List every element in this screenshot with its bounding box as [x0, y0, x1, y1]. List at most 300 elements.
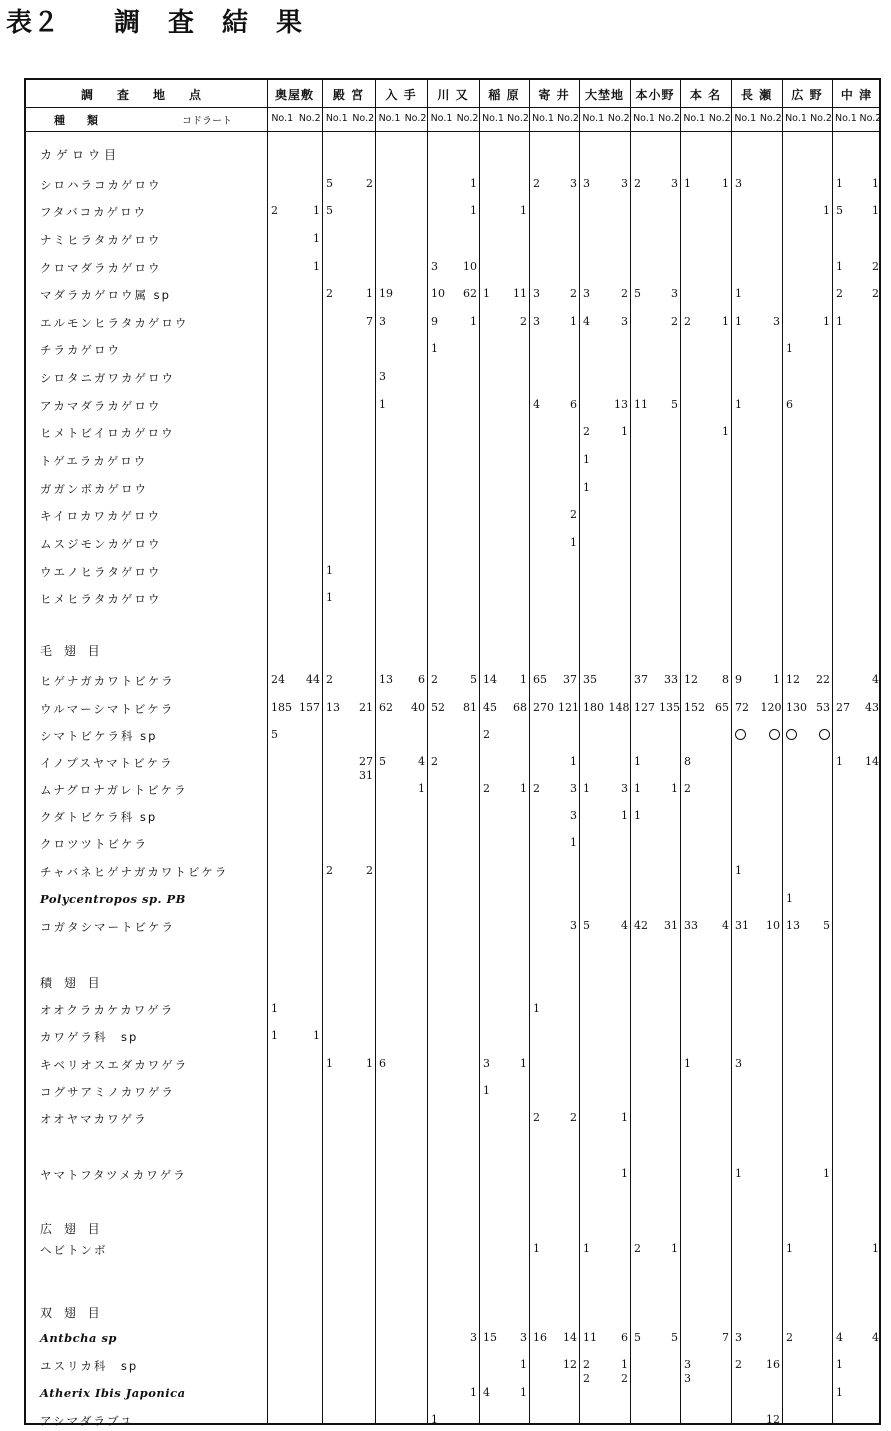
quadrat-label: No.1: [378, 113, 401, 124]
count-cell: 1: [570, 536, 577, 549]
count-cell: 14: [865, 755, 879, 768]
count-cell: 1: [621, 1358, 628, 1371]
count-cell: 1: [313, 232, 320, 245]
species-name: シロハラコカゲロウ: [40, 178, 162, 192]
count-cell: 7: [366, 315, 373, 328]
circle-mark-icon: [786, 729, 797, 740]
count-cell: 2: [431, 755, 438, 768]
count-cell: 72: [735, 701, 749, 714]
count-cell: 37: [634, 673, 648, 686]
count-cell: 1: [570, 315, 577, 328]
count-cell: 130: [786, 701, 807, 714]
count-cell: 3: [379, 370, 386, 383]
count-cell: 3: [570, 919, 577, 932]
count-cell: 152: [684, 701, 705, 714]
count-cell: 12: [684, 673, 698, 686]
count-cell: 1: [735, 315, 742, 328]
species-name: キイロカワカゲロウ: [40, 509, 162, 523]
species-name: ウルマーシマトビケラ: [40, 702, 175, 716]
count-cell: 1: [470, 1386, 477, 1399]
count-cell: 1: [326, 564, 333, 577]
count-cell: 2: [684, 782, 691, 795]
count-cell: 10: [766, 919, 780, 932]
presence-circle: [735, 728, 755, 742]
count-cell: 6: [379, 1057, 386, 1070]
count-cell: 37: [563, 673, 577, 686]
count-cell: 2: [735, 1358, 742, 1371]
count-cell: 2: [570, 1111, 577, 1124]
count-cell: 12: [786, 673, 800, 686]
count-cell: 157: [299, 701, 320, 714]
species-name: クダトビケラ科 sp: [40, 810, 158, 824]
count-cell: 2: [520, 315, 527, 328]
species-name: オオヤマカワゲラ: [40, 1112, 148, 1126]
quadrat-label: No.2: [456, 113, 479, 124]
column-divider: [579, 80, 580, 1423]
order-heading: 毛 翅 目: [40, 644, 104, 658]
column-divider: [680, 80, 681, 1423]
count-cell: 13: [326, 701, 340, 714]
count-cell: 5: [671, 398, 678, 411]
count-cell: 1: [836, 177, 843, 190]
species-name: ヒメトビイロカゲロウ: [40, 426, 175, 440]
count-cell: 14: [563, 1331, 577, 1344]
count-cell: 11: [513, 287, 527, 300]
count-cell: 45: [483, 701, 497, 714]
count-cell: 40: [411, 701, 425, 714]
count-cell: 1: [823, 204, 830, 217]
site-name: 奥屋敷: [274, 88, 314, 102]
count-cell: 2: [533, 177, 540, 190]
count-cell: 135: [659, 701, 680, 714]
species-name: Antbcha sp: [40, 1331, 117, 1345]
count-cell: 3: [583, 177, 590, 190]
count-cell: 16: [766, 1358, 780, 1371]
count-cell: 43: [865, 701, 879, 714]
count-cell: 15: [483, 1331, 497, 1344]
species-name: ヒゲナガカワトビケラ: [40, 674, 175, 688]
count-cell: 4: [483, 1386, 490, 1399]
count-cell: 1: [836, 1358, 843, 1371]
quadrat-label: No.1: [683, 113, 706, 124]
count-cell: 1: [735, 864, 742, 877]
quadrat-label: No.1: [835, 113, 857, 124]
count-cell: 2: [326, 864, 333, 877]
count-cell: 8: [684, 755, 691, 768]
species-name: オオクラカケカワゲラ: [40, 1003, 175, 1017]
count-cell: 62: [379, 701, 393, 714]
count-cell: 1: [313, 1029, 320, 1042]
count-cell: 1: [313, 260, 320, 273]
quadrat-label: No.1: [482, 113, 504, 124]
count-cell: 1: [735, 398, 742, 411]
species-name: クロツツトビケラ: [40, 837, 148, 851]
species-name: クロマダラカゲロウ: [40, 261, 162, 275]
presence-circle: [811, 728, 830, 742]
column-divider: [322, 80, 323, 1423]
count-cell: 6: [621, 1331, 628, 1344]
count-cell: 1: [836, 755, 843, 768]
count-cell: 1: [583, 481, 590, 494]
count-cell: 3: [684, 1372, 691, 1385]
count-cell: 1: [379, 398, 386, 411]
quadrat-label: No.2: [759, 113, 782, 124]
count-cell: 1: [836, 315, 843, 328]
count-cell: 16: [533, 1331, 547, 1344]
count-cell: 1: [671, 1242, 678, 1255]
count-cell: 10: [463, 260, 477, 273]
count-cell: 1: [583, 453, 590, 466]
quadrat-label: No.1: [633, 113, 655, 124]
site-name: 中 津: [840, 88, 873, 102]
order-heading: 広 翅 目: [40, 1222, 104, 1236]
species-name: シマトビケラ科 sp: [40, 729, 158, 743]
order-heading: カゲロウ目: [40, 148, 121, 162]
count-cell: 62: [463, 287, 477, 300]
count-cell: 31: [359, 769, 373, 782]
count-cell: 3: [483, 1057, 490, 1070]
column-divider: [375, 80, 376, 1423]
count-cell: 11: [634, 398, 648, 411]
count-cell: 11: [583, 1331, 597, 1344]
count-cell: 1: [520, 204, 527, 217]
quadrat-label: No.2: [404, 113, 427, 124]
count-cell: 1: [431, 342, 438, 355]
count-cell: 1: [735, 1167, 742, 1180]
count-cell: 2: [483, 728, 490, 741]
presence-circle: [761, 728, 781, 742]
count-cell: 53: [816, 701, 830, 714]
count-cell: 3: [735, 1331, 742, 1344]
quadrat-label: No.2: [557, 113, 579, 124]
subheader-divider: [26, 131, 879, 132]
count-cell: 4: [621, 919, 628, 932]
circle-mark-icon: [769, 729, 780, 740]
count-cell: 2: [570, 508, 577, 521]
quadrat-label: No.2: [607, 113, 630, 124]
count-cell: 121: [558, 701, 579, 714]
count-cell: 21: [359, 701, 373, 714]
count-cell: 13: [614, 398, 628, 411]
count-cell: 2: [326, 673, 333, 686]
count-cell: 2: [872, 287, 879, 300]
species-name: ヘビトンボ: [40, 1243, 108, 1257]
count-cell: 5: [634, 1331, 641, 1344]
count-cell: 1: [326, 1057, 333, 1070]
count-cell: 2: [684, 315, 691, 328]
count-cell: 1: [366, 287, 373, 300]
count-cell: 19: [379, 287, 393, 300]
quadrat-label: No.1: [785, 113, 807, 124]
count-cell: 6: [786, 398, 793, 411]
count-cell: 3: [379, 315, 386, 328]
species-name: ウエノヒラタゲロウ: [40, 565, 162, 579]
species-name: チラカゲロウ: [40, 343, 121, 357]
count-cell: 44: [306, 673, 320, 686]
species-name: キベリオスエダカワゲラ: [40, 1058, 189, 1072]
count-cell: 2: [583, 1372, 590, 1385]
count-cell: 1: [634, 809, 641, 822]
count-cell: 3: [570, 782, 577, 795]
species-name: シロタニガワカゲロウ: [40, 371, 175, 385]
site-header-label: 調 査 地 点: [81, 88, 202, 102]
count-cell: 3: [621, 782, 628, 795]
count-cell: 1: [671, 782, 678, 795]
site-name: 殿 宮: [332, 88, 365, 102]
count-cell: 1: [470, 177, 477, 190]
quadrat-label: No.1: [582, 113, 605, 124]
count-cell: 10: [431, 287, 445, 300]
count-cell: 1: [533, 1242, 540, 1255]
count-cell: 1: [470, 315, 477, 328]
count-cell: 1: [786, 892, 793, 905]
count-cell: 1: [271, 1029, 278, 1042]
count-cell: 3: [570, 177, 577, 190]
circle-mark-icon: [735, 729, 746, 740]
count-cell: 3: [533, 287, 540, 300]
column-divider: [529, 80, 530, 1423]
count-cell: 1: [583, 1242, 590, 1255]
site-name: 大埜地: [584, 88, 624, 102]
count-cell: 5: [379, 755, 386, 768]
count-cell: 1: [570, 755, 577, 768]
count-cell: 2: [836, 287, 843, 300]
count-cell: 1: [621, 809, 628, 822]
quadrat-label: No.2: [708, 113, 731, 124]
quadrat-label: No.1: [430, 113, 453, 124]
count-cell: 1: [684, 1057, 691, 1070]
count-cell: 35: [583, 673, 597, 686]
count-cell: 1: [773, 673, 780, 686]
count-cell: 5: [634, 287, 641, 300]
count-cell: 6: [570, 398, 577, 411]
count-cell: 2: [533, 1111, 540, 1124]
count-cell: 1: [271, 1002, 278, 1015]
count-cell: 3: [621, 177, 628, 190]
count-cell: 2: [621, 287, 628, 300]
count-cell: 1: [823, 315, 830, 328]
count-cell: 1: [313, 204, 320, 217]
species-name: マダラカゲロウ属 sp: [40, 288, 171, 302]
count-cell: 5: [583, 919, 590, 932]
order-heading: 双 翅 目: [40, 1306, 104, 1320]
count-cell: 3: [520, 1331, 527, 1344]
count-cell: 1: [583, 782, 590, 795]
count-cell: 1: [418, 782, 425, 795]
site-name: 広 野: [791, 88, 823, 102]
order-heading: 積 翅 目: [40, 976, 104, 990]
count-cell: 1: [483, 287, 490, 300]
count-cell: 31: [664, 919, 678, 932]
count-cell: 4: [533, 398, 540, 411]
count-cell: 5: [326, 204, 333, 217]
count-cell: 13: [786, 919, 800, 932]
species-name: ナミヒラタカゲロウ: [40, 233, 162, 247]
count-cell: 1: [431, 1413, 438, 1426]
count-cell: 1: [786, 1242, 793, 1255]
count-cell: 2: [671, 315, 678, 328]
count-cell: 2: [271, 204, 278, 217]
count-cell: 3: [470, 1331, 477, 1344]
count-cell: 1: [786, 342, 793, 355]
count-cell: 6: [418, 673, 425, 686]
count-cell: 1: [621, 1167, 628, 1180]
column-divider: [731, 80, 732, 1423]
species-name: ムスジモンカゲロウ: [40, 537, 162, 551]
count-cell: 1: [735, 287, 742, 300]
count-cell: 2: [872, 260, 879, 273]
count-cell: 4: [872, 1331, 879, 1344]
count-cell: 1: [520, 1386, 527, 1399]
count-cell: 3: [533, 315, 540, 328]
site-name: 本小野: [635, 88, 675, 102]
count-cell: 185: [271, 701, 292, 714]
header-divider: [26, 107, 879, 108]
count-cell: 1: [722, 425, 729, 438]
species-header-label: 種 類: [54, 114, 98, 127]
count-cell: 2: [786, 1331, 793, 1344]
table-title: 表２ 調 査 結 果: [6, 8, 304, 38]
count-cell: 5: [326, 177, 333, 190]
count-cell: 2: [326, 287, 333, 300]
count-cell: 1: [520, 673, 527, 686]
species-name: コガタシマートビケラ: [40, 920, 175, 934]
count-cell: 3: [671, 287, 678, 300]
count-cell: 1: [621, 425, 628, 438]
count-cell: 3: [570, 809, 577, 822]
count-cell: 9: [431, 315, 438, 328]
count-cell: 2: [583, 425, 590, 438]
species-name: ムナグロナガレトビケラ: [40, 783, 188, 797]
count-cell: 1: [836, 1386, 843, 1399]
quadrat-label: No.2: [810, 113, 832, 124]
column-divider: [832, 80, 833, 1423]
count-cell: 1: [872, 204, 879, 217]
count-cell: 1: [621, 1111, 628, 1124]
presence-circle: [786, 728, 805, 742]
count-cell: 3: [621, 315, 628, 328]
count-cell: 180: [583, 701, 604, 714]
count-cell: 1: [634, 755, 641, 768]
count-cell: 270: [533, 701, 554, 714]
count-cell: 3: [583, 287, 590, 300]
count-cell: 1: [872, 1242, 879, 1255]
count-cell: 22: [816, 673, 830, 686]
count-cell: 3: [684, 1358, 691, 1371]
count-cell: 4: [836, 1331, 843, 1344]
species-name: ユスリカ科 sp: [40, 1359, 139, 1373]
column-divider: [479, 80, 480, 1423]
species-name: カワゲラ科 sp: [40, 1030, 139, 1044]
quadrat-label: No.1: [734, 113, 757, 124]
count-cell: 65: [715, 701, 729, 714]
count-cell: 1: [326, 591, 333, 604]
species-name: Polycentropos sp. PB: [40, 892, 186, 906]
count-cell: 1: [823, 1167, 830, 1180]
count-cell: 1: [634, 782, 641, 795]
count-cell: 5: [271, 728, 278, 741]
count-cell: 5: [470, 673, 477, 686]
count-cell: 1: [722, 177, 729, 190]
count-cell: 4: [722, 919, 729, 932]
count-cell: 27: [836, 701, 850, 714]
count-cell: 2: [483, 782, 490, 795]
count-cell: 1: [872, 177, 879, 190]
circle-mark-icon: [819, 729, 830, 740]
column-divider: [630, 80, 631, 1423]
count-cell: 2: [366, 864, 373, 877]
column-divider: [267, 80, 268, 1423]
count-cell: 2: [533, 782, 540, 795]
count-cell: 3: [431, 260, 438, 273]
count-cell: 1: [722, 315, 729, 328]
site-name: 入 手: [385, 88, 417, 102]
site-name: 寄 井: [538, 88, 570, 102]
count-cell: 4: [418, 755, 425, 768]
results-table: [24, 78, 882, 1428]
species-name: アシマダラブユ: [40, 1414, 134, 1428]
species-name: エルモンヒラタカゲロウ: [40, 316, 189, 330]
species-name: トゲエラカゲロウ: [40, 454, 148, 468]
count-cell: 1: [520, 782, 527, 795]
count-cell: 1: [533, 1002, 540, 1015]
quadrat-label: No.2: [507, 113, 529, 124]
count-cell: 4: [583, 315, 590, 328]
count-cell: 27: [359, 755, 373, 768]
count-cell: 4: [872, 673, 879, 686]
column-divider: [782, 80, 783, 1423]
site-name: 本 名: [689, 88, 722, 102]
quadrat-label: No.2: [859, 113, 882, 124]
site-name: 稲 原: [488, 88, 520, 102]
species-name: コグサアミノカワゲラ: [40, 1085, 175, 1099]
count-cell: 2: [621, 1372, 628, 1385]
count-cell: 2: [570, 287, 577, 300]
count-cell: 5: [836, 204, 843, 217]
count-cell: 5: [823, 919, 830, 932]
count-cell: 1: [684, 177, 691, 190]
count-cell: 81: [463, 701, 477, 714]
count-cell: 1: [570, 836, 577, 849]
count-cell: 31: [735, 919, 749, 932]
count-cell: 1: [836, 260, 843, 273]
species-name: アカマダラカゲロウ: [40, 399, 162, 413]
quadrat-label: No.2: [298, 113, 321, 124]
count-cell: 7: [722, 1331, 729, 1344]
count-cell: 1: [520, 1358, 527, 1371]
count-cell: 1: [520, 1057, 527, 1070]
count-cell: 65: [533, 673, 547, 686]
site-name: 長 瀬: [740, 88, 773, 102]
count-cell: 8: [722, 673, 729, 686]
count-cell: 2: [634, 1242, 641, 1255]
count-cell: 24: [271, 673, 285, 686]
count-cell: 1: [366, 1057, 373, 1070]
quadrat-header-label: コドラート: [182, 116, 232, 127]
count-cell: 13: [379, 673, 393, 686]
count-cell: 127: [634, 701, 655, 714]
species-name: ヒメヒラタカゲロウ: [40, 592, 162, 606]
count-cell: 42: [634, 919, 648, 932]
count-cell: 5: [671, 1331, 678, 1344]
species-name: フタバコカゲロウ: [40, 205, 148, 219]
count-cell: 12: [563, 1358, 577, 1371]
count-cell: 33: [664, 673, 678, 686]
species-name: Atherix Ibis Japonica: [40, 1386, 186, 1400]
quadrat-label: No.2: [658, 113, 680, 124]
quadrat-label: No.1: [325, 113, 348, 124]
count-cell: 3: [735, 1057, 742, 1070]
